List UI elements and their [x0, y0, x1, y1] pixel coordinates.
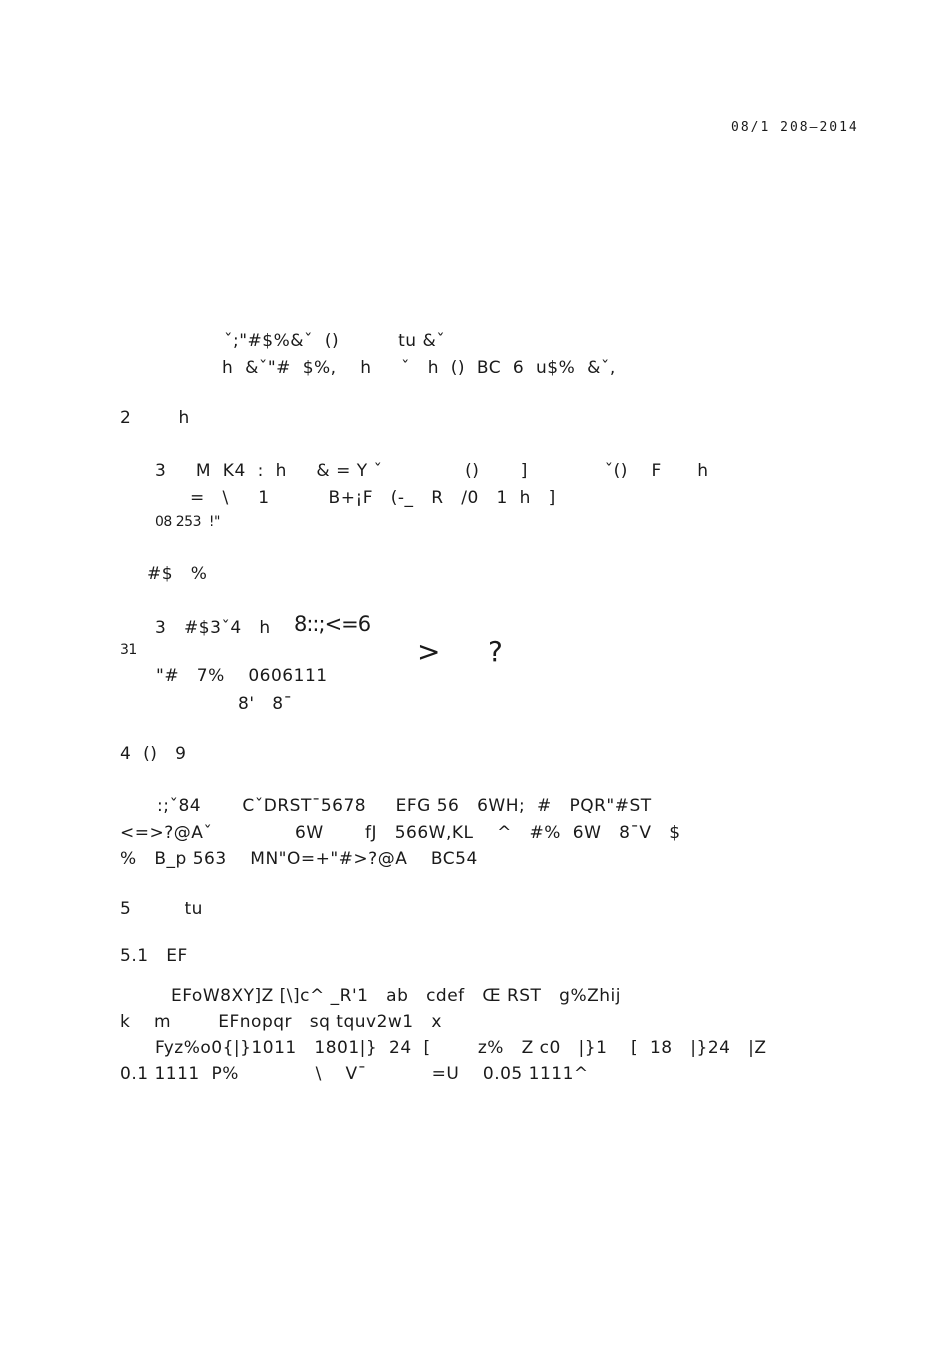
text-line: % B_p 563 MN"O=+"#>?@A BC54 [120, 849, 478, 869]
text-line: 08 253 !" [155, 514, 220, 530]
text-line: ˇ;"#$%&ˇ () tu &ˇ [224, 331, 446, 351]
text-line: 3 M K4 : h & = Y ˇ () ] ˇ() F h [155, 461, 709, 481]
text-line: EFoW8XY]Z [\]c^ _R'1 ab cdef Œ RST g%Zhij [171, 986, 621, 1006]
text-line: k m EFnopqr sq tquv2w1 x [120, 1012, 442, 1032]
subsection-heading: 5.1 EF [120, 946, 188, 966]
section-heading: 5 tu [120, 899, 203, 919]
text-line: > ? [417, 635, 504, 668]
text-line: #$ % [147, 564, 208, 584]
text-line: "# 7% 0606111 [156, 666, 328, 686]
section-heading: 4 () 9 [120, 744, 187, 764]
text-line: <=>?@Aˇ 6W fJ 566W,KL ^ #% 6W 8ˉV $ [120, 823, 681, 843]
text-line: 8' 8ˉ [238, 694, 293, 714]
text-line: 31 [120, 642, 137, 658]
section-heading: 2 h [120, 408, 190, 428]
text-line: 3 #$3ˇ4 h [155, 618, 271, 638]
text-line: h &ˇ"# $%, h ˇ h () BC 6 u$% &ˇ, [222, 358, 616, 378]
text-line: :;ˇ84 CˇDRSTˉ5678 EFG 56 6WH; # PQR"#ST [157, 796, 652, 816]
text-line: = \ 1 B+¡F (-_ R /0 1 h ] [190, 488, 556, 508]
text-line: 8::;<=6 [294, 612, 371, 636]
text-line: 0.1 1111 P% \ Vˉ =U 0.05 1111^ [120, 1064, 589, 1084]
standard-number: 08/1 208—2014 [731, 120, 859, 135]
text-line: Fyz%o0{|}1011 1801|} 24 [ z% Z c0 |}1 [ 18 |}24 |Z [155, 1038, 767, 1058]
